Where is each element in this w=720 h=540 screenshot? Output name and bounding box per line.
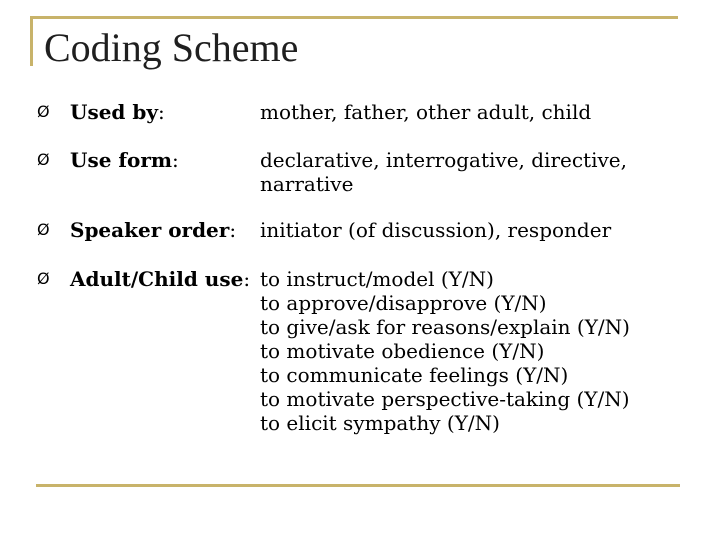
arrow-bullet-icon: Ø <box>37 269 50 288</box>
frame-bottom-rule <box>36 484 680 487</box>
item-value-line: mother, father, other adult, child <box>260 100 592 124</box>
item-value <box>260 148 690 196</box>
item-label-suffix: : <box>172 148 179 172</box>
item-value-line: to elicit sympathy (Y/N) <box>260 411 500 435</box>
arrow-bullet-icon: Ø <box>37 102 50 121</box>
item-label-bold: Adult/Child use <box>70 267 244 291</box>
item-label-bold: Speaker order <box>70 218 230 242</box>
item-label-suffix: : <box>243 267 251 291</box>
item-value-line: to instruct/model (Y/N) <box>260 267 494 291</box>
item-value <box>260 218 690 242</box>
item-value-line: to motivate obedience (Y/N) <box>260 339 545 363</box>
item-label-bold: Use form <box>70 148 173 172</box>
item-label <box>70 267 250 291</box>
item-value-line: to approve/disapprove (Y/N) <box>260 291 547 315</box>
item-value <box>260 267 690 435</box>
item-value-line: to motivate perspective-taking (Y/N) <box>260 387 630 411</box>
item-value-line: initiator (of discussion), responder <box>260 218 612 242</box>
frame-top-rule <box>30 16 678 19</box>
item-label-suffix: : <box>157 100 165 124</box>
item-label <box>70 218 236 242</box>
frame-left-rule <box>30 16 33 66</box>
item-label-bold: Used by <box>70 100 158 124</box>
item-label <box>70 148 179 172</box>
item-label <box>70 100 165 124</box>
slide-title: Coding Scheme <box>44 25 299 70</box>
arrow-bullet-icon: Ø <box>37 150 50 169</box>
item-value-line: to give/ask for reasons/explain (Y/N) <box>260 315 630 339</box>
item-value <box>260 100 690 124</box>
item-value-line: narrative <box>260 172 354 196</box>
item-value-line: declarative, interrogative, directive, <box>260 148 627 172</box>
item-label-suffix: : <box>229 218 237 242</box>
item-value-line: to communicate feelings (Y/N) <box>260 363 569 387</box>
arrow-bullet-icon: Ø <box>37 220 50 239</box>
